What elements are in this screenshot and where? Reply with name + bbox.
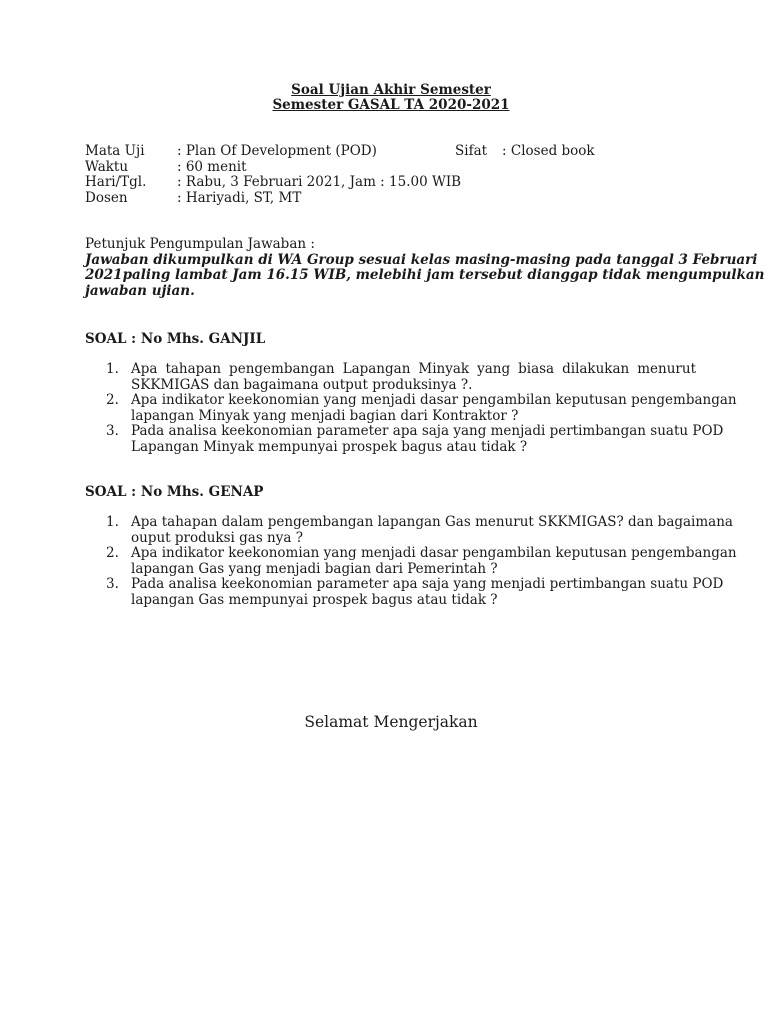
info-value: : Closed book <box>502 143 595 159</box>
info-label: Hari/Tgl. <box>85 174 147 190</box>
info-label: Mata Uji <box>85 143 145 159</box>
instructions-label: Petunjuk Pengumpulan Jawaban : <box>85 236 315 252</box>
question-text-line: Apa tahapan pengembangan Lapangan Minyak yang biasa dilakukan menurut <box>131 361 696 377</box>
question-text-line: Apa tahapan dalam pengembangan lapangan Gas menurut SKKMIGAS? dan bagaimana <box>131 514 733 530</box>
question-number: 1. <box>106 514 119 530</box>
document-subtitle: Semester GASAL TA 2020-2021 <box>272 97 510 113</box>
info-value: : Plan Of Development (POD) <box>177 143 377 159</box>
section-heading-genap: SOAL : No Mhs. GENAP <box>85 484 264 500</box>
info-value: : Hariyadi, ST, MT <box>177 189 302 206</box>
submission-instructions <box>85 236 765 299</box>
question-item <box>106 576 724 608</box>
instructions-text <box>85 251 765 300</box>
question-text-line: Pada analisa keekonomian parameter apa saja yang menjadi pertimbangan suatu POD <box>131 576 724 592</box>
question-list-ganjil <box>106 361 737 455</box>
info-label: Sifat <box>455 143 488 159</box>
question-text-line: Pada analisa keekonomian parameter apa saja yang menjadi pertimbangan suatu POD <box>131 423 724 439</box>
instructions-line: Jawaban dikumpulkan di WA Group sesuai kelas masing-masing pada tanggal 3 Februari <box>85 251 758 268</box>
sifat-field <box>455 144 595 160</box>
closing-message: Selamat Mengerjakan <box>304 713 478 731</box>
info-label: Waktu <box>85 158 129 175</box>
question-text-line: SKKMIGAS dan bagaimana output produksinya ?. <box>131 376 473 393</box>
section-heading-ganjil: SOAL : No Mhs. GANJIL <box>85 331 266 347</box>
question-item <box>106 545 737 577</box>
question-item <box>106 423 724 455</box>
info-value: : 60 menit <box>177 158 247 175</box>
question-item <box>106 514 733 546</box>
question-item <box>106 392 737 424</box>
question-number: 2. <box>106 392 119 408</box>
instructions-line: jawaban ujian. <box>85 282 195 299</box>
question-text-line: Apa indikator keekonomian yang menjadi dasar pengambilan keputusan pengembangan <box>131 545 737 561</box>
question-text-line: Apa indikator keekonomian yang menjadi dasar pengambilan keputusan pengembangan <box>131 392 737 408</box>
question-text-line: lapangan Minyak yang menjadi bagian dari Kontraktor ? <box>131 407 519 424</box>
question-number: 3. <box>106 576 119 592</box>
question-text-line: lapangan Gas yang menjadi bagian dari Pemerintah ? <box>131 560 498 577</box>
question-text-line: Lapangan Minyak mempunyai prospek bagus atau tidak ? <box>131 438 528 455</box>
question-text-line: lapangan Gas mempunyai prospek bagus atau tidak ? <box>131 591 498 608</box>
info-value: : Rabu, 3 Februari 2021, Jam : 15.00 WIB <box>177 174 462 190</box>
question-text-line: ouput produksi gas nya ? <box>131 529 303 546</box>
question-list-genap <box>106 514 737 608</box>
question-number: 3. <box>106 423 119 439</box>
info-label: Dosen <box>85 189 128 206</box>
document-title: Soal Ujian Akhir Semester <box>291 82 491 98</box>
question-item <box>106 362 696 393</box>
question-number: 1. <box>106 361 119 377</box>
question-number: 2. <box>106 545 119 561</box>
instructions-line: 2021paling lambat Jam 16.15 WIB, melebihi jam tersebut dianggap tidak mengumpulkan <box>85 267 765 283</box>
